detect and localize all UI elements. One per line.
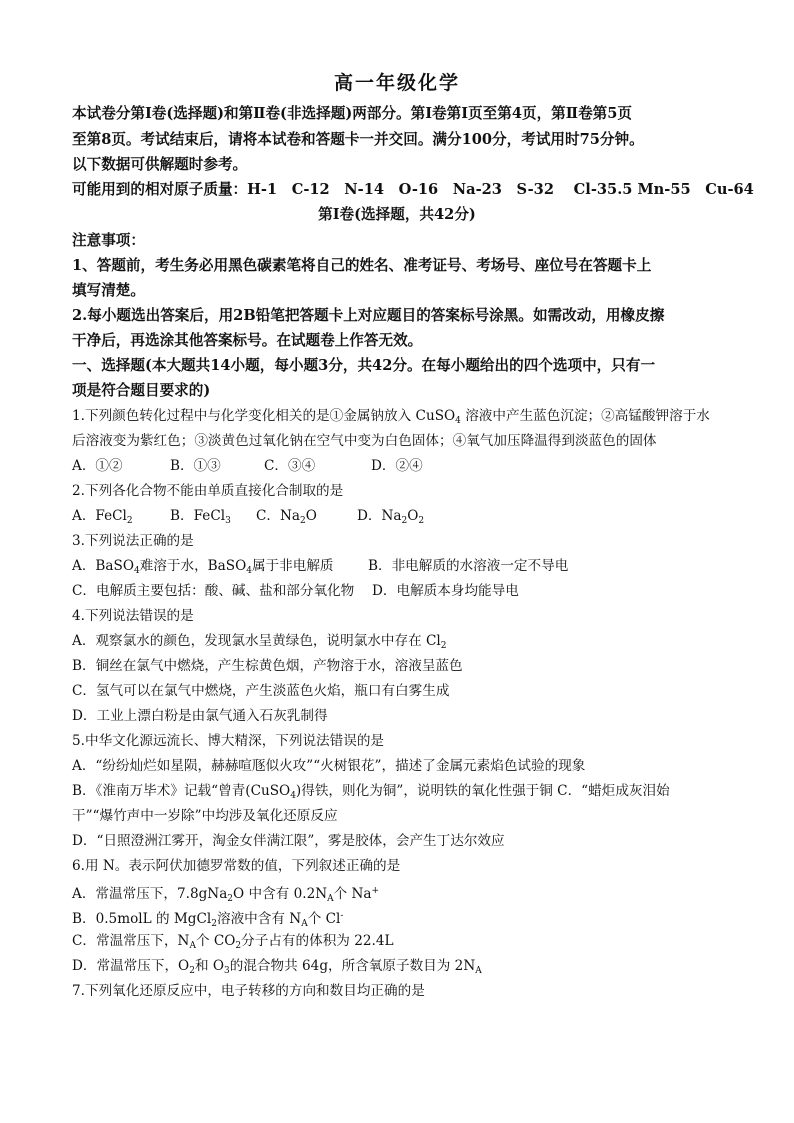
q6-option-a: A．常温常压下，7.8gNa$_2$O 中含有 $0.2N_A$个 Na+	[72, 886, 380, 904]
question-4-stem: 4.下列说法错误的是	[72, 608, 194, 624]
q4-option-a: A．观察氯水的颜色，发现氯水呈黄绿色，说明氯水中存在 $Cl_2$	[72, 633, 447, 651]
question-5-stem: 5.中华文化源远流长、博大精深，下列说法错误的是	[72, 733, 385, 749]
question-1-options	[72, 454, 423, 478]
q2-option-a: A．FeCl$_2$	[72, 508, 133, 526]
q6-option-c: C．常温常压下，$N_A$个 $CO_2$分子占有的体积为 22.4L	[72, 933, 394, 951]
q3-option-a: A．BaSO$_4$难溶于水，BaSO$_4$属于非电解质	[72, 558, 334, 576]
notice-2-line-1: 2.每小题选出答案后，用2B铅笔把答题卡上对应题目的答案标号涂黑。如需改动，用橡皮擦	[72, 307, 665, 324]
q4-option-b: B．铜丝在氯气中燃烧，产生棕黄色烟，产物溶于水，溶液呈蓝色	[72, 658, 463, 674]
q1-option-d: D．②④	[371, 458, 423, 474]
page-title: 高一年级化学	[333, 72, 460, 94]
notice-2-line-2: 干净后，再选涂其他答案标号。在试题卷上作答无效。	[72, 332, 423, 349]
q1-option-b: B．①③	[170, 458, 221, 474]
q3-option-b: B．非电解质的水溶液一定不导电	[368, 558, 569, 574]
question-3-stem: 3.下列说法正确的是	[72, 533, 194, 549]
question-3-options-row-2	[72, 579, 519, 603]
q5-option-d: D．“日照澄洲江雾开，淘金女伴满江限”，雾是胶体，会产生丁达尔效应	[72, 833, 505, 849]
q1-option-c: C．③④	[264, 458, 316, 474]
part-1-heading-line-2: 项是符合题目要求的)	[72, 382, 211, 399]
q2-option-d: D．$Na_2O_2$	[357, 508, 425, 526]
question-1-stem-line-2: 后溶液变为紫红色；③淡黄色过氧化钠在空气中变为白色固体；④氧气加压降温得到淡蓝色的固体	[72, 433, 657, 449]
q5-option-c-continued: 干”“爆竹声中一岁除”中均涉及氧化还原反应	[72, 808, 338, 824]
notice-1-line-2: 填写清楚。	[72, 282, 145, 299]
q3-option-d: D．电解质本身均能导电	[372, 583, 519, 599]
q6-option-b: B．0.5molL 的 MgCl$_2$溶液中含有 $N_A$个 Cl-	[72, 911, 344, 929]
q4-option-d: D．工业上漂白粉是由氯气通入石灰乳制得	[72, 708, 328, 724]
notice-title: 注意事项：	[72, 232, 145, 249]
q5-option-b: B．《淮南万毕术》记载“曾青(CuSO$_4$)得铁，则化为铜”，说明铁的氧化性强于铜 C．“蜡炬成灰泪始	[72, 783, 670, 801]
q4-option-c: C．氢气可以在氯气中燃烧，产生淡蓝色火焰，瓶口有白雾生成	[72, 683, 450, 699]
intro-line-1: 本试卷分第Ⅰ卷(选择题)和第Ⅱ卷(非选择题)两部分。第Ⅰ卷第Ⅰ页至第4页，第Ⅱ卷第5页	[72, 105, 633, 122]
question-6-stem: 6.用 N。表示阿伏加德罗常数的值，下列叙述正确的是	[72, 858, 401, 874]
part-1-heading-line-1: 一、选择题(本大题共14小题，每小题3分，共42分。在每小题给出的四个选项中，只有一	[72, 357, 656, 374]
q1-option-a: A．①②	[72, 458, 123, 474]
q2-option-b: B．FeCl$_3$	[170, 508, 231, 526]
intro-line-3: 以下数据可供解题时参考。	[72, 156, 248, 173]
q6-option-d: D．常温常压下，$O_2$和 $O_3$的混合物共 64g，所含氧原子数目为 $2N_A$	[72, 958, 482, 976]
atomic-masses: 可能用到的相对原子质量：H-1 C-12 N-14 O-16 Na-23 S-32 Cl-35.5 Mn-55 Cu-64	[72, 181, 754, 198]
question-2-stem: 2.下列各化合物不能由单质直接化合制取的是	[72, 483, 344, 499]
section-heading: 第Ⅰ卷(选择题，共42分)	[318, 206, 476, 223]
question-7-stem: 7.下列氧化还原反应中，电子转移的方向和数目均正确的是	[72, 983, 425, 999]
q5-option-a: A．“纷纷灿烂如星陨，赫赫喧豗似火攻”“火树银花”，描述了金属元素焰色试验的现象	[72, 758, 586, 774]
question-1-stem-line-1: 1.下列颜色转化过程中与化学变化相关的是①金属钠放入 CuSO$_4$ 溶液中产生蓝色沉淀；②高锰酸钾溶于水	[72, 408, 710, 426]
notice-1-line-1: 1、答题前，考生务必用黑色碳素笔将自己的姓名、准考证号、考场号、座位号在答题卡上	[72, 257, 652, 274]
q3-option-c: C．电解质主要包括：酸、碱、盐和部分氧化物	[72, 583, 355, 599]
q2-option-c: C．$Na_2O$	[256, 508, 317, 526]
intro-line-2: 至第8页。考试结束后，请将本试卷和答题卡一并交回。满分100分，考试用时75分钟。	[72, 131, 644, 148]
